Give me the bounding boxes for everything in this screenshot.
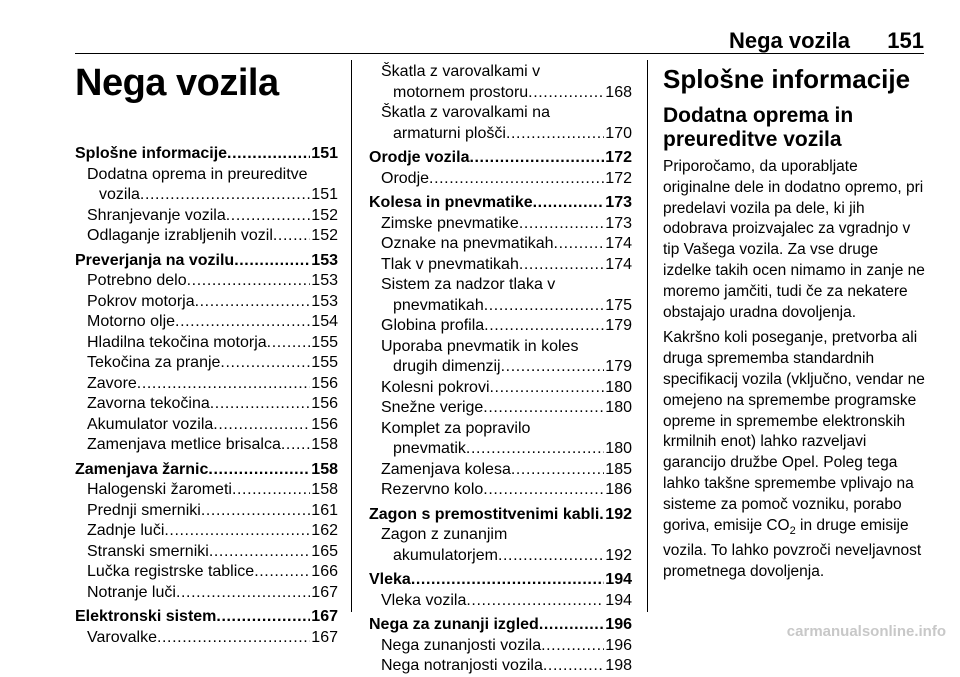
toc-entry[interactable]: Zavorna tekočina ..... 156 [75,394,338,415]
toc-entry[interactable]: Hladilna tekočina motorja ..... 155 [75,333,338,354]
page-header [0,0,960,55]
toc-entry[interactable]: Vleka vozila ..... 194 [369,591,632,612]
toc-entry[interactable]: Prednji smerniki ..... 161 [75,501,338,522]
toc-entry[interactable]: drugih dimenzij ..... 179 [369,357,632,378]
toc-entry[interactable]: Odlaganje izrabljenih vozil ..... 152 [75,226,338,247]
toc-section[interactable]: Kolesa in pnevmatike ..... 173 [369,193,632,214]
toc-entry[interactable]: Sistem za nadzor tlaka v [381,276,556,293]
toc-entry[interactable]: Komplet za popravilo [381,419,531,437]
column-divider-2 [647,60,648,612]
toc-entry[interactable]: Nega notranjosti vozila ..... 198 [369,656,632,677]
toc-entry[interactable]: Zadnje luči ..... 162 [75,521,338,542]
co2-subscript: 2 [789,524,796,537]
paragraph-2 [663,328,929,583]
toc-entry[interactable]: Zamenjava metlice brisalca ..... 158 [75,435,338,456]
toc-section[interactable]: Preverjanja na vozilu ..... 153 [75,251,338,272]
toc-entry[interactable]: motornem prostoru ..... 168 [369,83,632,104]
toc-entry[interactable]: Lučka registrske tablice ..... 166 [75,562,338,583]
toc-column-1 [75,140,338,648]
toc-entry[interactable]: Tekočina za pranje ..... 155 [75,353,338,374]
toc-entry[interactable]: Zavore ..... 156 [75,374,338,395]
toc-entry[interactable]: Akumulator vozila ..... 156 [75,415,338,436]
page-title: Nega vozila [75,62,279,104]
toc-entry[interactable]: pnevmatikah ..... 175 [369,296,632,317]
toc-section[interactable]: Splošne informacije ..... 151 [75,144,338,165]
toc-entry[interactable]: Dodatna oprema in preureditve [87,165,308,183]
toc-entry[interactable]: Rezervno kolo ..... 186 [369,480,632,501]
toc-entry[interactable]: akumulatorjem ..... 192 [369,546,632,567]
toc-entry[interactable]: Škatla z varovalkami v [381,63,541,80]
toc-section[interactable]: Zamenjava žarnic ..... 158 [75,460,338,481]
toc-entry[interactable]: Zimske pnevmatike ..... 173 [369,214,632,235]
toc-entry[interactable]: Globina profila ..... 179 [369,316,632,337]
toc-entry[interactable]: Halogenski žarometi ..... 158 [75,480,338,501]
toc-entry[interactable]: Varovalke ..... 167 [75,628,338,649]
paragraph-2-part-b: in druge emisije vozila. To lahko povzroči neveljavnost prometnega dovoljenja. [663,516,922,581]
header-rule [75,53,924,54]
header-section-title: Nega vozila [728,28,850,53]
toc-entry[interactable]: Snežne verige ..... 180 [369,398,632,419]
paragraph-2-part-a: Kakršno koli poseganje, pretvorba ali druga sprememba standardnih specifikacij vozila (vključno, vendar ne omejeno na spremembe programske opreme in spremembe elektronskih krmilnih enot) lahko razveljavi garancijo družbe Opel. Poleg tega lahko takšne spremembe vplivajo na sisteme za pomoč vozniku, porabo goriva, emisije CO [663,329,925,534]
column-divider-1 [351,60,352,612]
toc-entry[interactable]: Stranski smerniki ..... 165 [75,542,338,563]
toc-entry[interactable]: Oznake na pnevmatikah ..... 174 [369,234,632,255]
sub-heading: Dodatna oprema in preureditve vozila [663,104,854,151]
toc-entry[interactable]: Potrebno delo ..... 153 [75,271,338,292]
section-heading: Splošne informacije [663,64,911,94]
toc-entry[interactable]: armaturni plošči ..... 170 [369,124,632,145]
toc-entry[interactable]: Shranjevanje vozila ..... 152 [75,206,338,227]
toc-entry[interactable]: Škatla z varovalkami na [381,104,550,121]
watermark: carmanualsonline.info [786,623,946,640]
header-page-number: 151 [887,28,924,53]
toc-entry[interactable]: Motorno olje ..... 154 [75,312,338,333]
toc-entry[interactable]: Orodje ..... 172 [369,169,632,190]
article-column [663,64,929,583]
toc-section[interactable]: Orodje vozila ..... 172 [369,148,632,169]
paragraph-1: Priporočamo, da uporabljate originalne dele in dodatno opremo, pri predelavi vozila pa dele, ki jih odobrava proizvajalec za vgradnjo v tip Vašega vozila. Za vse druge izdelke takih ocen nimamo in zanje ne moremo jamčiti, tudi če za nekatere obstajajo uradna dovoljenja. [663,158,925,321]
toc-entry[interactable]: Kolesni pokrovi ..... 180 [369,378,632,399]
toc-entry[interactable]: Zagon z zunanjim [381,526,508,543]
toc-entry[interactable]: Zamenjava kolesa ..... 185 [369,460,632,481]
toc-entry[interactable]: pnevmatik ..... 180 [369,439,632,460]
toc-section[interactable]: Zagon s premostitvenimi kabli ..... 192 [369,505,632,526]
toc-entry[interactable]: Tlak v pnevmatikah ..... 174 [369,255,632,276]
toc-entry[interactable]: vozila ..... 151 [75,185,338,206]
toc-entry[interactable]: Uporaba pnevmatik in koles [381,337,579,355]
toc-section[interactable]: Vleka ..... 194 [369,570,632,591]
toc-entry[interactable]: Pokrov motorja ..... 153 [75,292,338,313]
toc-entry[interactable]: Notranje luči ..... 167 [75,583,338,604]
toc-entry[interactable]: Nega zunanjosti vozila ..... 196 [369,636,632,657]
toc-section[interactable]: Elektronski sistem ..... 167 [75,607,338,628]
toc-section[interactable]: Nega za zunanji izgled ..... 196 [369,615,632,636]
toc-column-2 [369,62,632,677]
